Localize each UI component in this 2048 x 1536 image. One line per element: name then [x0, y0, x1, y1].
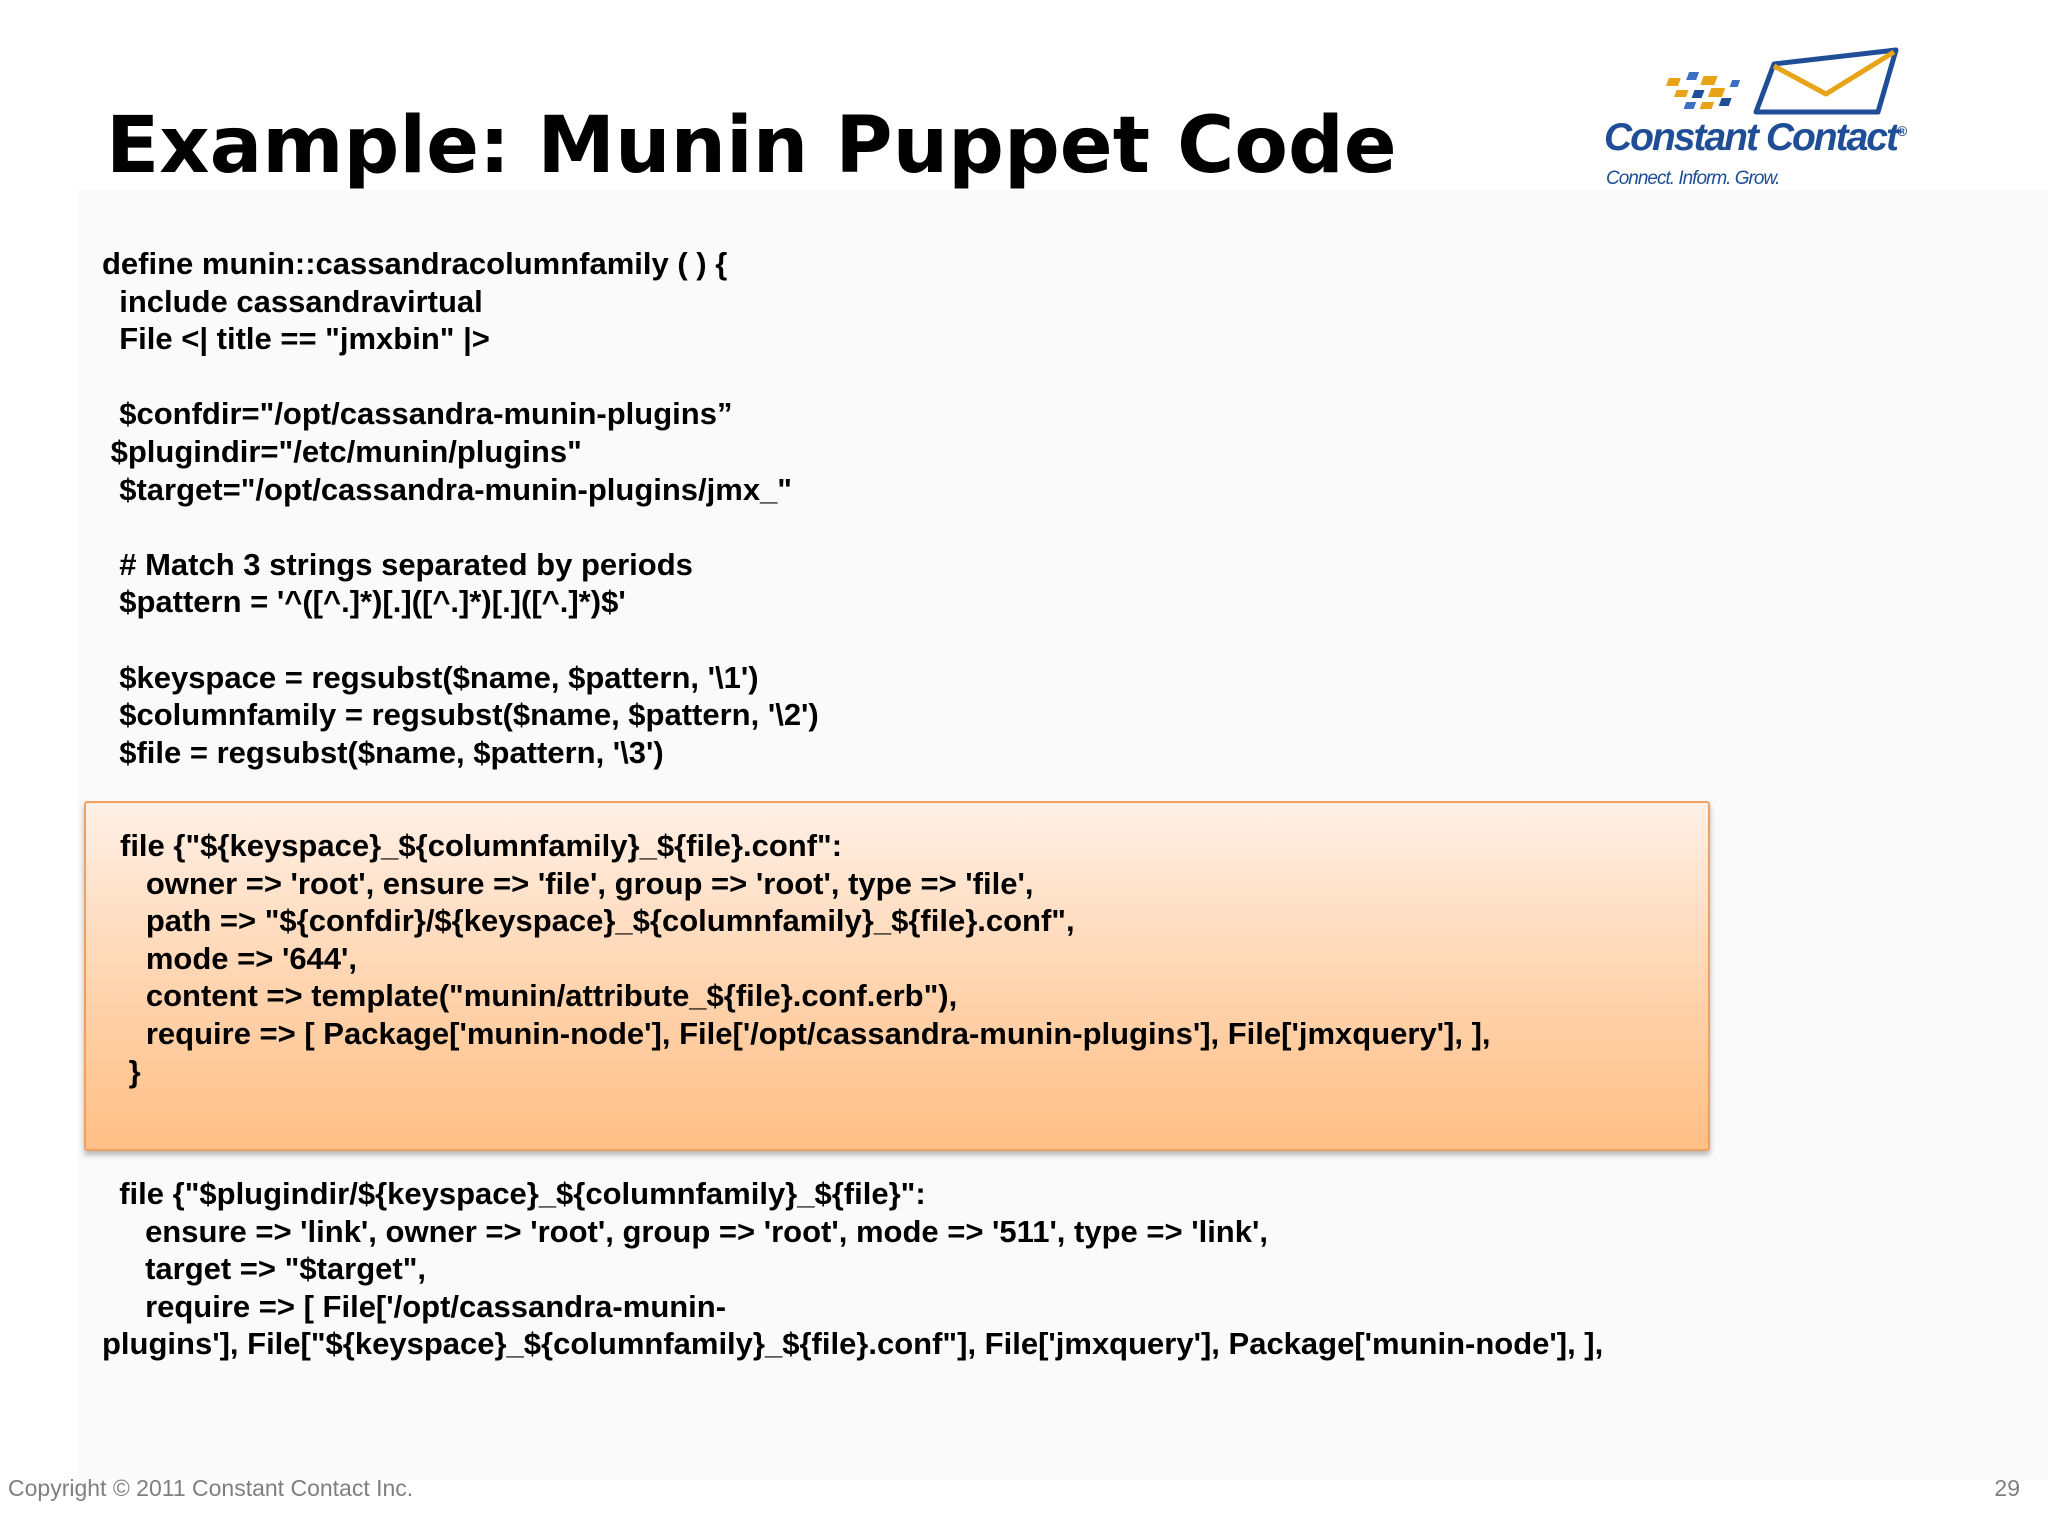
logo-wordmark-text: Constant Contact	[1604, 116, 1897, 159]
envelope-icon	[1596, 42, 1906, 122]
code-file-resource-block: file {"${keyspace}_${columnfamily}_${file}.conf": owner => 'root', ensure => 'file', group => 'root', type => 'file', path => "${confdir}/${keyspace}_${columnfamily}_${file}.conf", mode => '644', content => template("munin/attribute_${file}.conf.erb"), require => [ Package['munin-node'], File['/opt/cassandra-munin-plugins'], File['jmxquery'], ], }	[120, 828, 1491, 1089]
slide-title: Example: Munin Puppet Code	[106, 101, 1397, 191]
highlighted-code-box	[84, 801, 1710, 1151]
code-define-block: define munin::cassandracolumnfamily ( ) { include cassandravirtual File <| title == "jmxbin" |> $confdir="/opt/cassandra-munin-plugins” $plugindir="/etc/munin/plugins" $target="/opt/cassandra-munin-plugins/jmx_" # Match 3 strings separated by periods $pattern = '^([^.]*)[.]([^.]*)[.]([^.]*)$' $keyspace = regsubst($name, $pattern, '\1') $columnfamily = regsubst($name, $pattern, '\2') $file = regsubst($name, $pattern, '\3')	[102, 246, 819, 770]
constant-contact-logo	[1596, 42, 1906, 202]
page-number: 29	[1994, 1475, 2020, 1501]
code-symlink-block: file {"$plugindir/${keyspace}_${columnfamily}_${file}": ensure => 'link', owner => 'root', group => 'root', mode => '511', type => 'link', target => "$target", require => [ File['/opt/cassandra-munin- plugins'], File["${keyspace}_${columnfamily}_${file}.conf"], File['jmxquery'], Package['munin-node'], ],	[102, 1176, 1604, 1362]
logo-wordmark	[1604, 116, 1905, 160]
footer-copyright: Copyright © 2011 Constant Contact Inc.	[8, 1475, 414, 1501]
logo-tagline: Connect. Inform. Grow.	[1606, 168, 1780, 189]
registered-mark: ®	[1897, 123, 1906, 139]
